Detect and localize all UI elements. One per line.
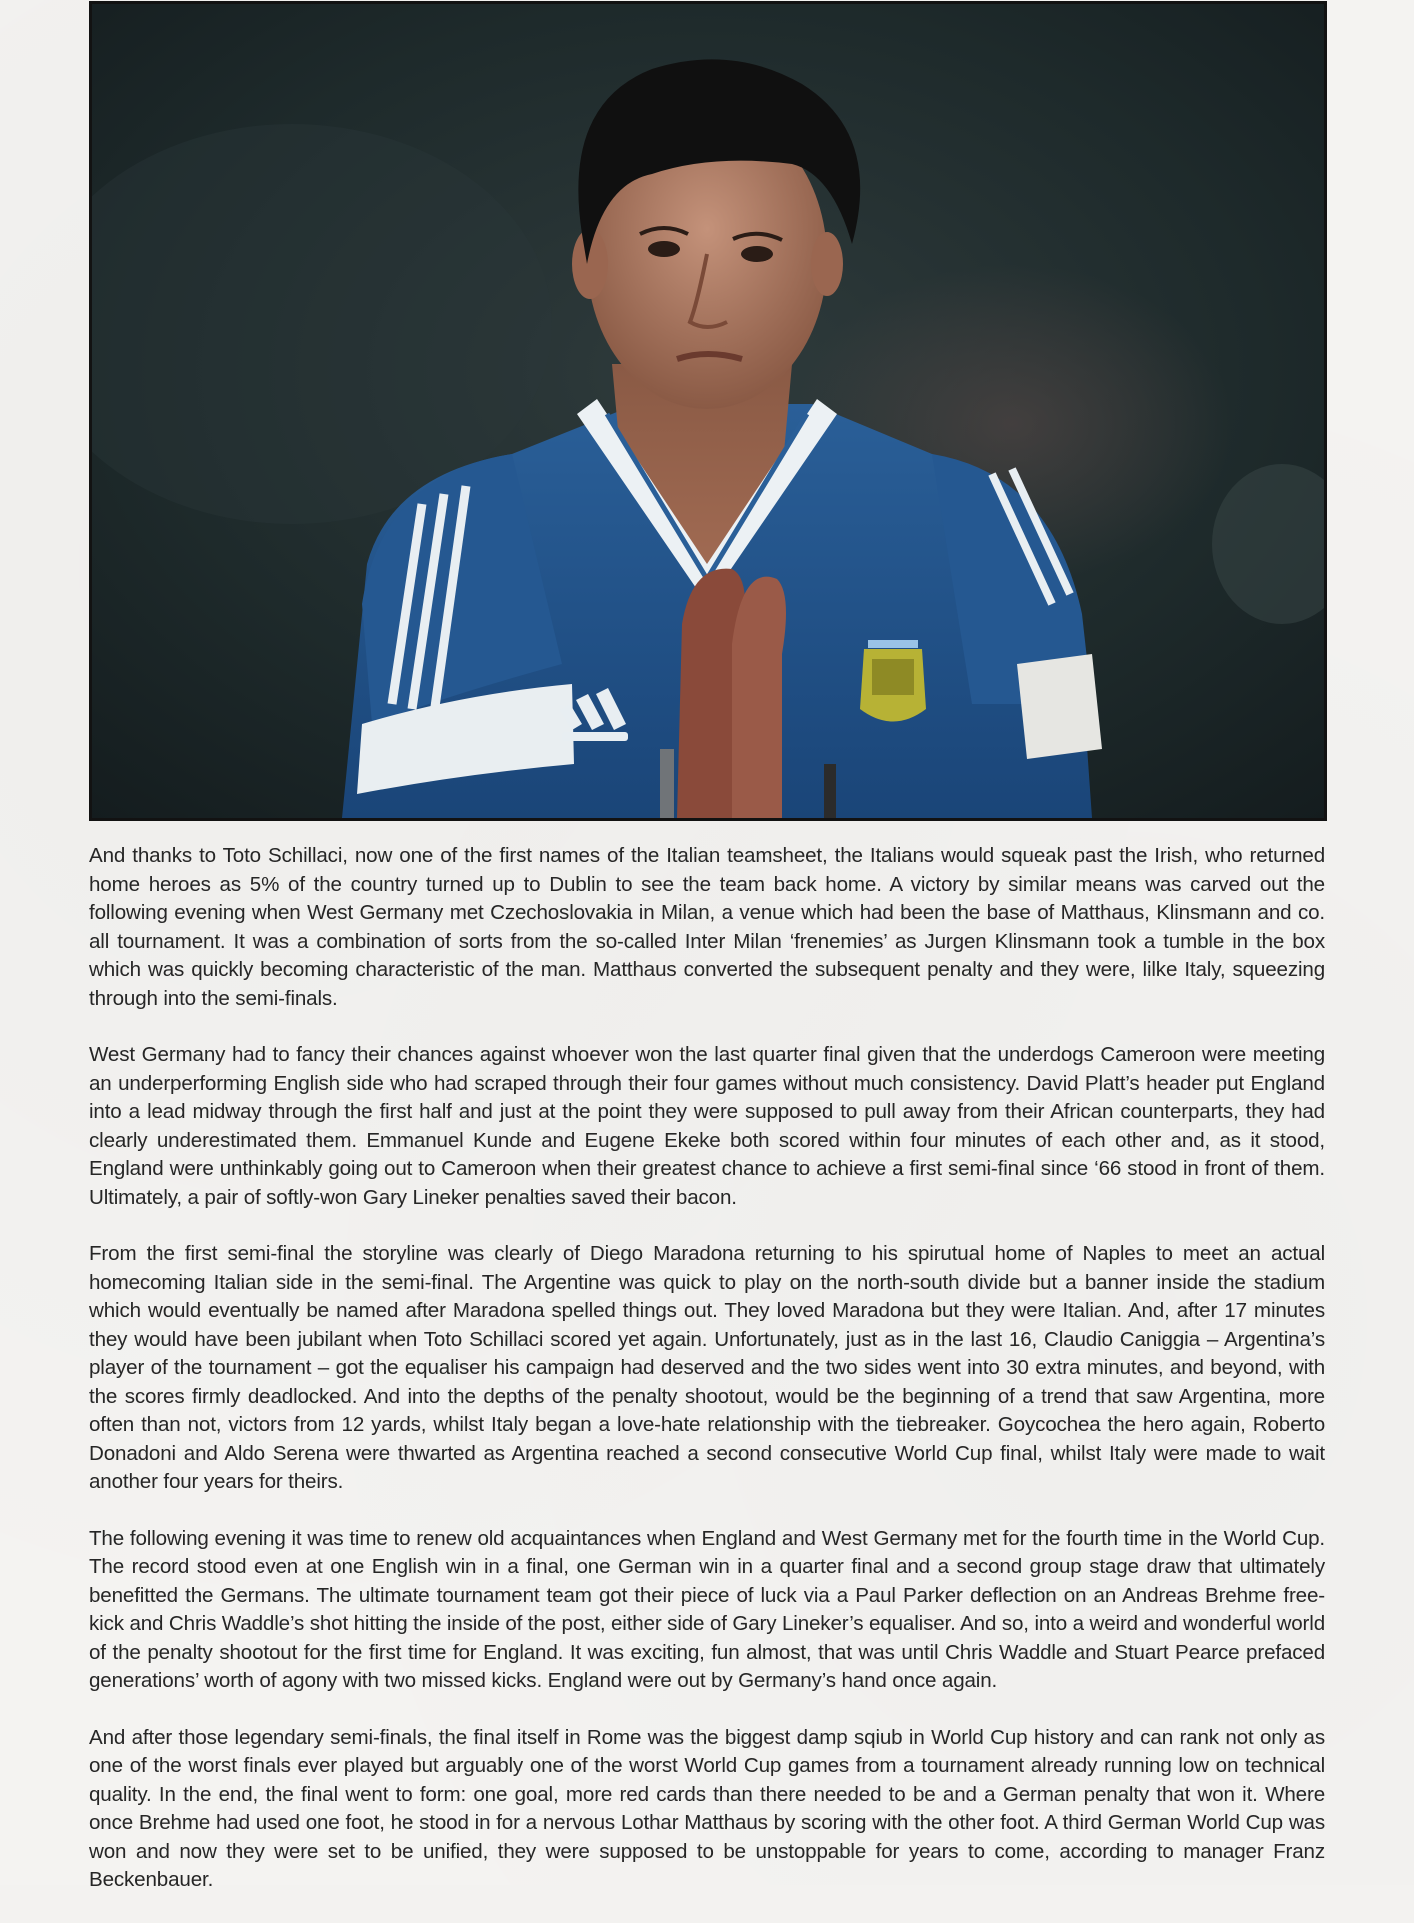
paragraph-1: And thanks to Toto Schillaci, now one of the first names of the Italian teamsheet, the Italians would squeak past the Irish, who returned home heroes as 5% of the country turned up to Dublin to see the team back home. A victory by similar means was carved out the following evening when West Germany met Czechoslovakia in Milan, a venue which had been the base of Matthaus, Klinsmann and co. all tournament. It was a combination of sorts from the so-called Inter Milan ‘frenemies’ as Jurgen Klinsmann took a tumble in the box which was quickly becoming characteristic of the man. Matthaus converted the subsequent penalty and they were, lilke Italy, squeezing through into the semi-finals.: [89, 844, 1325, 1010]
paragraph-2: West Germany had to fancy their chances against whoever won the last quarter final given that the underdogs Cameroon were meeting an underperforming English side who had scraped through their four games without much consistency. David Platt’s header put England into a lead midway through the first half and just at the point they were supposed to pull away from their African counterparts, they had clearly underestimated them. Emmanuel Kunde and Eugene Ekeke both scored within four minutes of each other and, as it stood, England were unthinkably going out to Cameroon when their greatest chance to achieve a first semi-final since ‘66 stood in front of them. Ultimately, a pair of softly-won Gary Lineker penalties saved their bacon.: [89, 1043, 1325, 1209]
paragraph-4: The following evening it was time to renew old acquaintances when England and West Germany met for the fourth time in the World Cup. The record stood even at one English win in a final, one German win in a quarter final and a second group stage draw that ultimately benefitted the Germans. The ultimate tournament team got their piece of luck via a Paul Parker deflection on an Andreas Brehme free-kick and Chris Waddle’s shot hitting the inside of the post, either side of Gary Lineker’s equaliser. And so, into a weird and wonderful world of the penalty shootout for the first time for England. It was exciting, fun almost, that was until Chris Waddle and Stuart Pearce prefaced generations’ worth of agony with two missed kicks. England were out by Germany’s hand once again.: [89, 1526, 1325, 1692]
paragraph-3: From the first semi-final the storyline was clearly of Diego Maradona returning to his spirutual home of Naples to meet an actual homecoming Italian side in the semi-final. The Argentine was quick to play on the north-south divide but a banner inside the stadium which would eventually be named after Maradona spelled things out. They loved Maradona but they were Italian. And, after 17 minutes they would have been jubilant when Toto Schillaci scored yet again. Unfortunately, just as in the last 16, Claudio Caniggia – Argentina’s player of the tournament – got the equaliser his campaign had deserved and the two sides went into 30 extra minutes, and beyond, with the scores firmly deadlocked. And into the depths of the penalty shootout, would be the beginning of a trend that saw Argentina, more often than not, victors from 12 yards, whilst Italy began a love-hate relationship with the tiebreaker. Goycochea the hero again, Roberto Donadoni and Aldo Serena were thwarted as Argentina reached a second consecutive World Cup final, whilst Italy were made to wait another four years for theirs.: [89, 1242, 1325, 1493]
crest-icon: [860, 640, 926, 722]
footballer-portrait-image: [92, 4, 1324, 818]
article-photo: [89, 1, 1327, 821]
paragraph-5: And after those legendary semi-finals, the final itself in Rome was the biggest damp sqiub in World Cup history and can rank not only as one of the worst finals ever played but arguably one of the worst World Cup games from a tournament already running low on technical quality. In the end, the final went to form: one goal, more red cards than there needed to be and a German penalty that won it. Where once Brehme had used one foot, he stood in for a nervous Lothar Matthaus by scoring with the other foot. A third German World Cup was won and now they were set to be unified, they were supposed to be unstoppable for years to come, according to manager Franz Beckenbauer.: [89, 1725, 1325, 1891]
article-body: [89, 842, 1325, 1923]
